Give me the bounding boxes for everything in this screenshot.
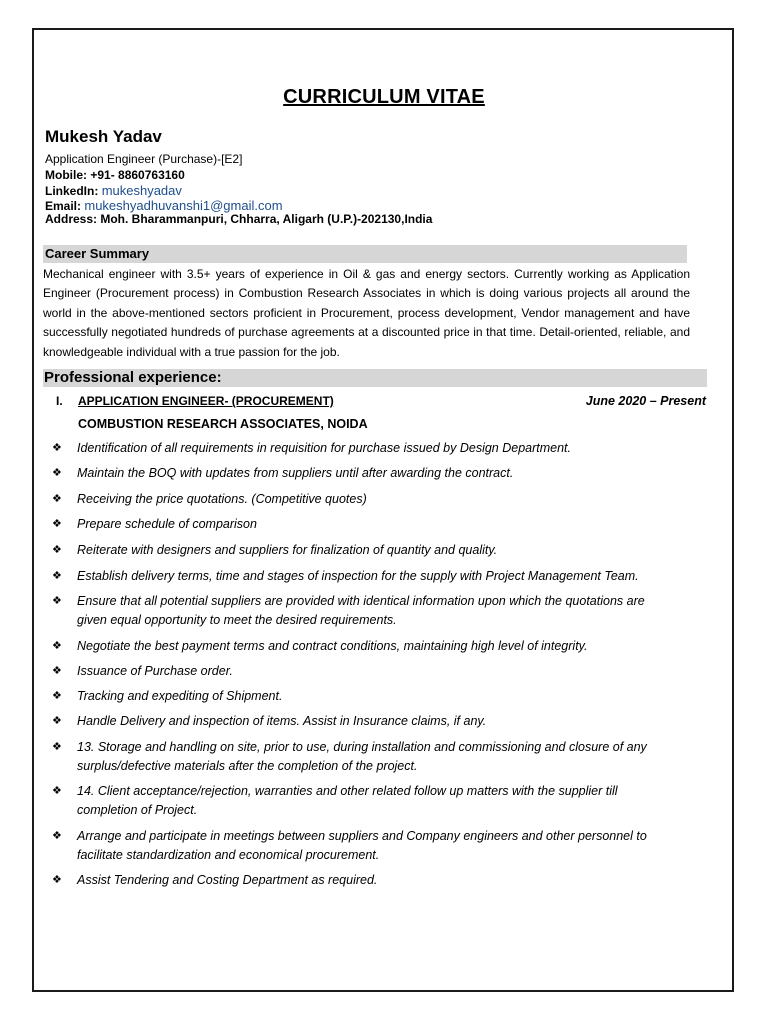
career-summary-heading: Career Summary [43, 245, 687, 263]
email-link[interactable]: mukeshyadhuvanshi1@gmail.com [84, 198, 283, 213]
diamond-bullet-icon: ❖ [52, 785, 62, 797]
diamond-bullet-icon: ❖ [52, 570, 62, 582]
diamond-bullet-icon: ❖ [52, 690, 62, 702]
linkedin-link[interactable]: mukeshyadav [101, 183, 182, 198]
diamond-bullet-icon: ❖ [52, 665, 62, 677]
job-title-line [56, 394, 334, 408]
address-label: Address: [45, 212, 98, 226]
candidate-name: Mukesh Yadav [45, 127, 162, 146]
position-text: Application Engineer (Purchase)-[E2] [45, 152, 243, 166]
address-value: Moh. Bharammanpuri, Chharra, Aligarh (U.P.)-202130,India [100, 212, 433, 226]
job-date: June 2020 – Present [585, 394, 706, 408]
diamond-bullet-icon: ❖ [52, 741, 62, 753]
job-number: I. [56, 394, 63, 408]
diamond-bullet-icon: ❖ [52, 874, 62, 886]
career-summary-text: Mechanical engineer with 3.5+ years of experience in Oil & gas and energy sectors. Currently working as Application Engineer (Procurement process) in Combustion Research Associates in which is doing various projects all around the world in the above-mentioned sectors proficient in Procurement, process development, Vendor management and have successfully negotiated hundreds of purchase agreements at a discounted price in that time. Detail-oriented, reliable, and knowledgeable individual with a true passion for the job. [43, 267, 690, 359]
mobile-value: +91- 8860763160 [90, 168, 185, 182]
diamond-bullet-icon: ❖ [52, 830, 62, 842]
position-line [45, 152, 242, 167]
address-line [45, 212, 432, 227]
job-role: APPLICATION ENGINEER- (PROCUREMENT) [78, 394, 334, 408]
diamond-bullet-icon: ❖ [52, 493, 62, 505]
diamond-bullet-icon: ❖ [52, 442, 62, 454]
diamond-bullet-icon: ❖ [52, 544, 62, 556]
email-label: Email: [45, 199, 82, 213]
linkedin-line [45, 183, 182, 199]
diamond-bullet-icon: ❖ [52, 518, 62, 530]
diamond-bullet-icon: ❖ [52, 715, 62, 727]
diamond-bullet-icon: ❖ [52, 595, 62, 607]
company-name: COMBUSTION RESEARCH ASSOCIATES, NOIDA [78, 417, 368, 431]
mobile-label: Mobile: [45, 168, 87, 182]
mobile-line [45, 168, 185, 183]
document-title: CURRICULUM VITAE [283, 86, 485, 108]
linkedin-label: LinkedIn: [45, 184, 99, 198]
diamond-bullet-icon: ❖ [52, 467, 62, 479]
diamond-bullet-icon: ❖ [52, 640, 62, 652]
experience-heading: Professional experience: [43, 369, 707, 387]
